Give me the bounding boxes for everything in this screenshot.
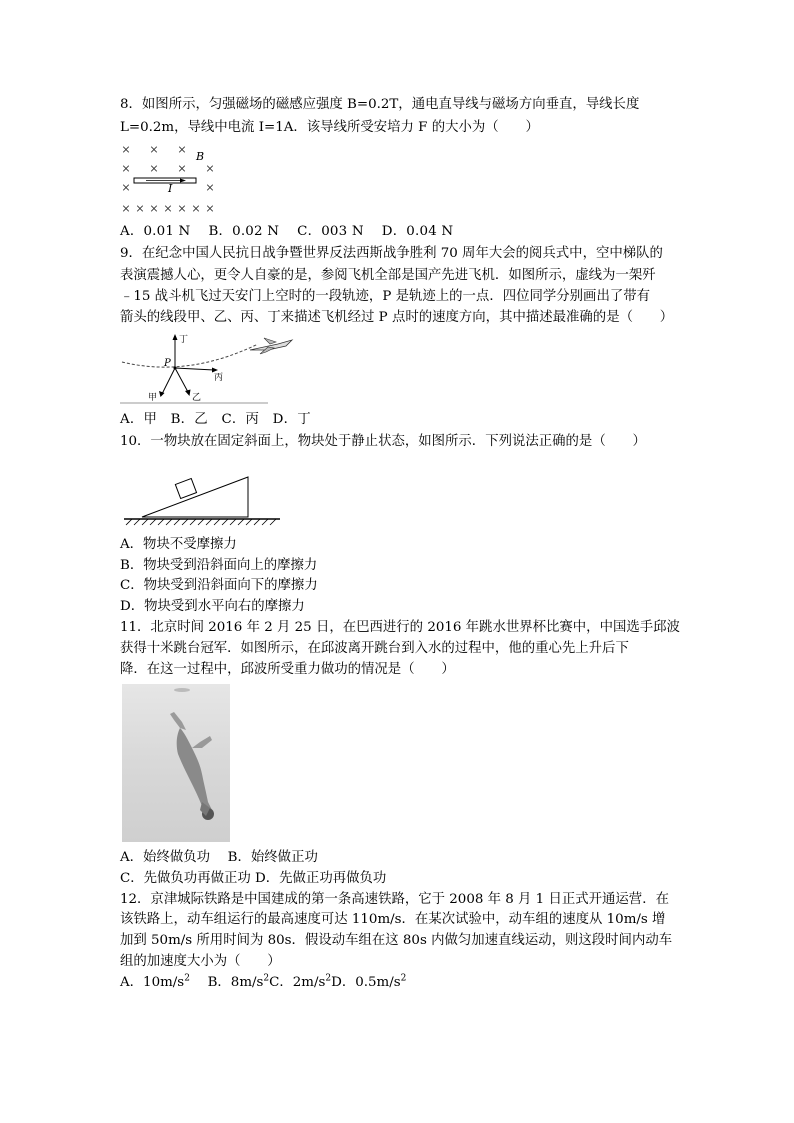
q11-diver-photo [122, 684, 230, 842]
q8-label-b: B [196, 150, 205, 163]
svg-text:×: × [149, 143, 159, 156]
q10-option-d: D．物块受到水平向右的摩擦力 [120, 599, 305, 614]
q12-options [120, 975, 406, 991]
q11-options-line2: C．先做负功再做正功 D．先做正功再做负功 [120, 871, 387, 886]
svg-text:×: × [177, 202, 187, 215]
svg-text:×: × [177, 143, 187, 156]
q9-options: A．甲 B．乙 C．丙 D．丁 [120, 412, 311, 427]
svg-text:×: × [163, 202, 173, 215]
q11-stem-line3: 降．在这一过程中，邱波所受重力做功的情况是（ ） [120, 662, 455, 677]
q12-stem-line3: 加到 50m/s 所用时间为 80s．假设动车组在这 80s 内做匀加速直线运动，则这段时间内动车 [120, 933, 673, 948]
q12-option-d: D．0.5m/s [331, 975, 401, 990]
q9-label-yi: 乙 [192, 393, 202, 403]
q10-option-a: A．物块不受摩擦力 [120, 537, 237, 552]
q8-stem-line2: L=0.2m，导线中电流 I=1A．该导线所受安培力 F 的大小为（ ） [120, 120, 539, 135]
q12-stem-line4: 组的加速度大小为（ ） [120, 954, 281, 969]
q10-option-c: C．物块受到沿斜面向下的摩擦力 [120, 578, 318, 593]
svg-text:×: × [121, 162, 131, 175]
q10-stem: 10．一物块放在固定斜面上，物块处于静止状态，如图所示．下列说法正确的是（ ） [120, 434, 646, 449]
q11-stem-line1: 11．北京时间 2016 年 2 月 25 日，在巴西进行的 2016 年跳水世界杯比赛中，中国选手邱波 [120, 620, 680, 635]
q12-option-b: B．8m/s [189, 975, 264, 990]
q12-option-c-exp: 2 [325, 973, 332, 984]
q9-flight-trajectory-figure [118, 330, 298, 408]
q12-option-a: A．10m/s [120, 975, 185, 990]
q9-label-bing: 丙 [214, 373, 224, 383]
q9-stem-line4: 箭头的线段甲、乙、丙、丁来描述飞机经过 P 点时的速度方向，其中描述最准确的是（ ） [120, 310, 674, 325]
svg-text:×: × [121, 143, 131, 156]
q8-stem-line1: 8．如图所示，匀强磁场的磁感应强度 B=0.2T，通电直导线与磁场方向垂直，导线长度 [120, 97, 640, 112]
svg-text:×: × [149, 202, 159, 215]
svg-text:×: × [191, 202, 201, 215]
q11-options-line1: A．始终做负功 B．始终做正功 [120, 850, 318, 865]
q9-label-p: P [164, 358, 171, 369]
q10-option-b: B．物块受到沿斜面向上的摩擦力 [120, 558, 318, 573]
q12-option-a-exp: 2 [184, 973, 190, 984]
svg-text:×: × [205, 181, 215, 194]
q12-option-b-exp: 2 [263, 973, 270, 984]
q9-stem-line2: 表演震撼人心，更令人自豪的是，参阅飞机全部是国产先进飞机．如图所示，虚线为一架歼 [120, 268, 656, 283]
q8-options: A．0.01 N B．0.02 N C．003 N D．0.04 N [120, 224, 454, 239]
q10-incline-figure [120, 455, 285, 530]
q9-label-ding: 丁 [179, 335, 189, 345]
q12-stem-line2: 该铁路上，动车组运行的最高速度可达 110m/s．在某次试验中，动车组的速度从 10m/s 增 [120, 912, 666, 927]
q12-option-c: C．2m/s [269, 975, 326, 990]
svg-text:×: × [149, 162, 159, 175]
q9-stem-line3: ﹣15 战斗机飞过天安门上空时的一段轨迹，P 是轨迹上的一点．四位同学分别画出了带有 [120, 289, 651, 304]
q8-label-i: I [168, 182, 173, 195]
svg-text:×: × [121, 181, 131, 194]
q11-stem-line2: 获得十米跳台冠军．如图所示，在邱波离开跳台到入水的过程中，他的重心先上升后下 [120, 641, 629, 656]
q9-stem-line1: 9．在纪念中国人民抗日战争暨世界反法西斯战争胜利 70 周年大会的阅兵式中，空中梯队的 [120, 246, 663, 261]
q12-option-d-exp: 2 [400, 973, 407, 984]
svg-text:×: × [121, 202, 131, 215]
svg-text:×: × [177, 162, 187, 175]
q9-label-jia: 甲 [148, 393, 158, 403]
svg-text:×: × [205, 202, 215, 215]
q8-magnetic-field-figure [118, 140, 218, 218]
q12-stem-line1: 12．京津城际铁路是中国建成的第一条高速铁路，它于 2008 年 8 月 1 日正式开通运营．在 [120, 892, 669, 907]
svg-text:×: × [135, 202, 145, 215]
svg-text:×: × [205, 162, 215, 175]
jet-icon [250, 338, 292, 354]
